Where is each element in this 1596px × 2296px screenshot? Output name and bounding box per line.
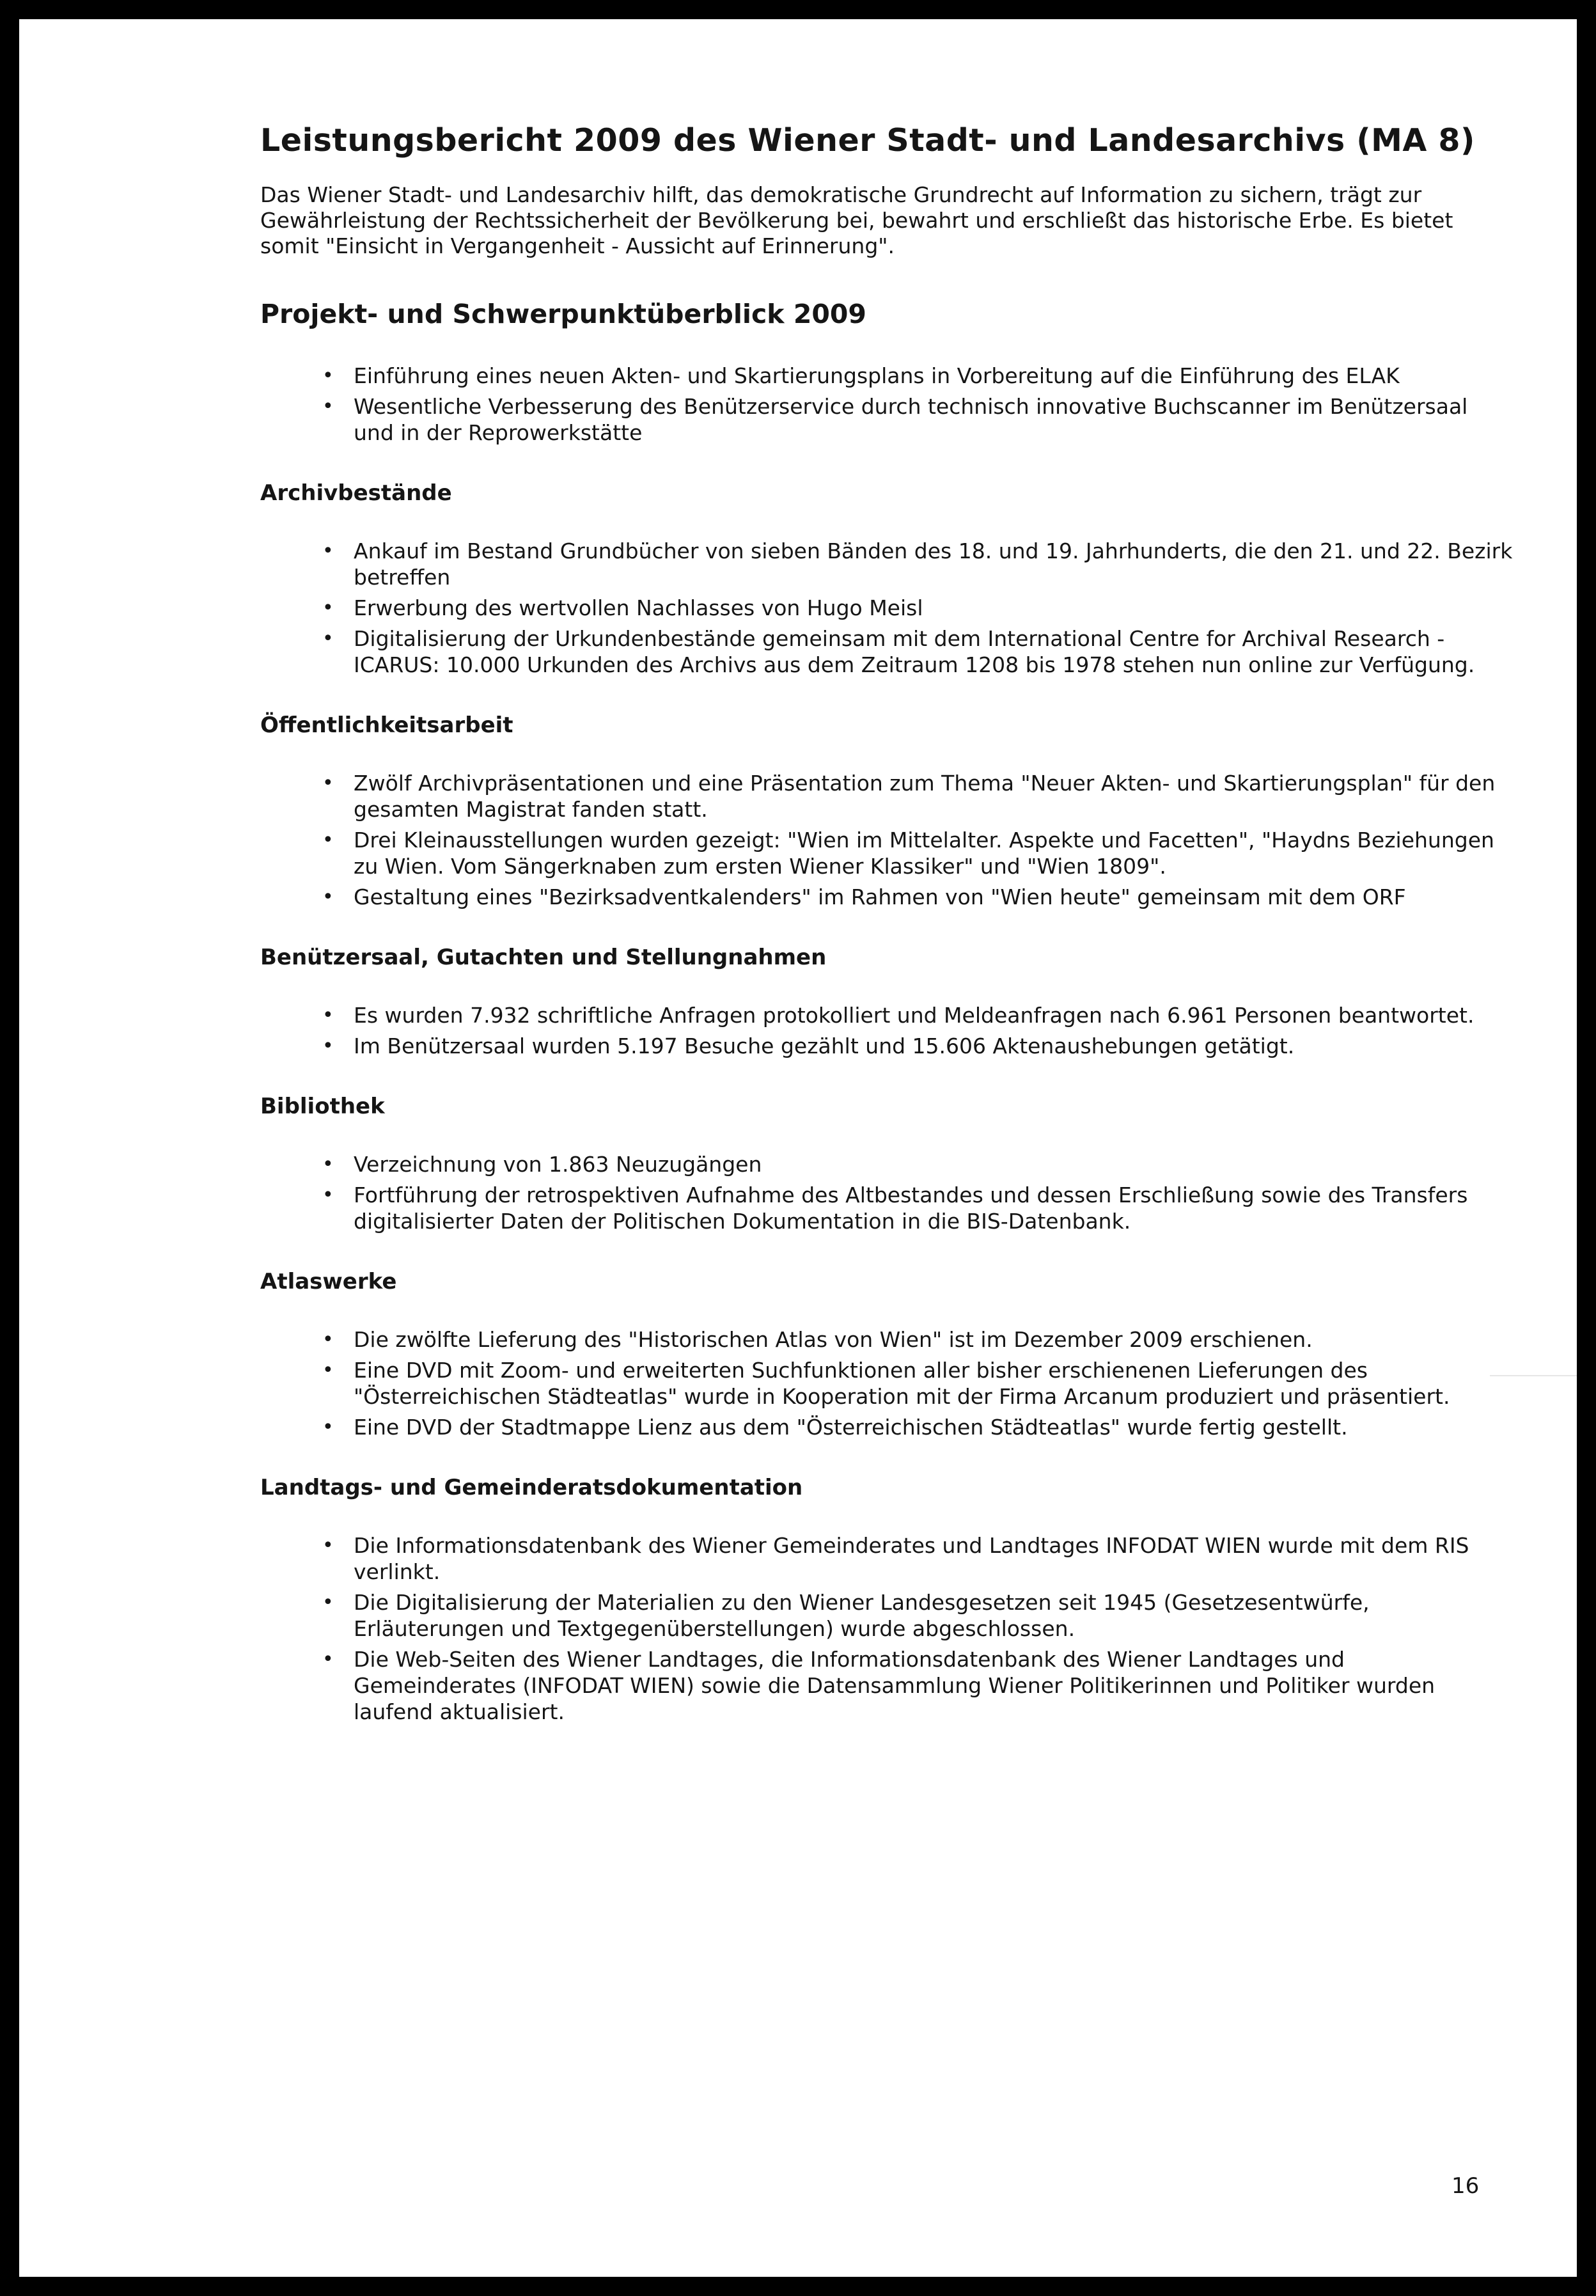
list-item: • Drei Kleinausstellungen wurden gezeigt: "Wien im Mittelalter. Aspekte und Facetten", "Haydns Beziehungen zu Wien. Vom Sängerknaben zum ersten Wiener Klassiker" und "Wien 1809". xyxy=(322,828,1494,879)
bullet-icon: • xyxy=(322,540,334,562)
section-heading-archivbestaende: Archivbestände xyxy=(260,480,452,506)
list-item: • Im Benützersaal wurden 5.197 Besuche gezählt und 15.606 Aktenaushebungen getätigt. xyxy=(322,1034,1295,1058)
list-item: • Digitalisierung der Urkundenbestände gemeinsam mit dem International Centre for Archival Research - ICARUS: 10.000 Urkunden des Archivs aus dem Zeitraum 1208 bis 1978 stehen nun online zur Verfügung. xyxy=(322,626,1475,677)
list-item: • Wesentliche Verbesserung des Benützerservice durch technisch innovative Buchscanner im Benützersaal und in der Reprowerkstätte xyxy=(322,394,1468,445)
section-heading-landtagsdokumentation: Landtags- und Gemeinderatsdokumentation xyxy=(260,1475,803,1500)
list-item: • Erwerbung des wertvollen Nachlasses von Hugo Meisl xyxy=(322,595,923,620)
bullet-icon: • xyxy=(322,772,334,794)
list-item: • Die Web-Seiten des Wiener Landtages, die Informationsdatenbank des Wiener Landtages und Gemeinderates (INFODAT WIEN) sowie die Datensammlung Wiener Politikerinnen und Politiker wurden laufend aktualisiert. xyxy=(322,1647,1436,1724)
list-item: • Gestaltung eines "Bezirksadventkalenders" im Rahmen von "Wien heute" gemeinsam mit dem ORF xyxy=(322,885,1406,909)
document-title: Leistungsbericht 2009 des Wiener Stadt- und Landesarchivs (MA 8) xyxy=(260,122,1475,159)
section-list-landtagsdokumentation xyxy=(260,1532,1514,1725)
list-item: • Zwölf Archivpräsentationen und eine Präsentation zum Thema "Neuer Akten- und Skartierungsplan" für den gesamten Magistrat fanden statt. xyxy=(322,771,1496,822)
list-item: • Einführung eines neuen Akten- und Skartierungsplans in Vorbereitung auf die Einführung des ELAK xyxy=(322,363,1400,388)
list-item: • Es wurden 7.932 schriftliche Anfragen protokolliert und Meldeanfragen nach 6.961 Personen beantwortet. xyxy=(322,1003,1475,1028)
bullet-icon: • xyxy=(322,395,334,418)
section-heading-bibliothek: Bibliothek xyxy=(260,1094,385,1119)
list-item: • Ankauf im Bestand Grundbücher von sieben Bänden des 18. und 19. Jahrhunderts, die den 21. und 22. Bezirk betreffen xyxy=(322,539,1513,590)
bullet-icon: • xyxy=(322,886,334,908)
section-heading-atlaswerke: Atlaswerke xyxy=(260,1269,397,1294)
list-item: • Eine DVD mit Zoom- und erweiterten Suchfunktionen aller bisher erschienenen Lieferungen des "Österreichischen Städteatlas" wurde in Kooperation mit der Firma Arcanum produziert und präsentiert. xyxy=(322,1358,1450,1409)
bullet-icon: • xyxy=(322,627,334,650)
section-list-benuetzersaal xyxy=(260,1002,1514,1059)
bullet-icon: • xyxy=(322,1004,334,1026)
list-item: • Die Informationsdatenbank des Wiener Gemeinderates und Landtages INFODAT WIEN wurde mit dem RIS verlinkt. xyxy=(322,1533,1469,1584)
bullet-icon: • xyxy=(322,829,334,851)
section-list-atlaswerke xyxy=(260,1326,1514,1440)
section-heading-benuetzersaal: Benützersaal, Gutachten und Stellungnahmen xyxy=(260,945,827,970)
list-item: • Eine DVD der Stadtmappe Lienz aus dem "Österreichischen Städteatlas" wurde fertig gestellt. xyxy=(322,1415,1348,1440)
list-item: • Verzeichnung von 1.863 Neuzugängen xyxy=(322,1152,762,1177)
section-list-bibliothek xyxy=(260,1151,1514,1234)
section-list-oeffentlichkeitsarbeit xyxy=(260,770,1514,910)
bullet-icon: • xyxy=(322,1035,334,1057)
list-item: • Die zwölfte Lieferung des "Historischen Atlas von Wien" ist im Dezember 2009 erschienen. xyxy=(322,1327,1313,1352)
bullet-icon: • xyxy=(322,597,334,619)
section-heading-oeffentlichkeitsarbeit: Öffentlichkeitsarbeit xyxy=(260,712,513,738)
list-item: • Fortführung der retrospektiven Aufnahme des Altbestandes und dessen Erschließung sowie des Transfers digitalisierter Daten der Politischen Dokumentation in die BIS-Datenbank. xyxy=(322,1183,1468,1234)
bullet-icon: • xyxy=(322,365,334,387)
document-body xyxy=(260,118,1514,1758)
section-list-archivbestaende xyxy=(260,538,1514,678)
page-number: 16 xyxy=(1451,2173,1480,2199)
bullet-icon: • xyxy=(322,1591,334,1614)
bullet-icon: • xyxy=(322,1359,334,1381)
bullet-icon: • xyxy=(322,1416,334,1438)
list-item: • Die Digitalisierung der Materialien zu den Wiener Landesgesetzen seit 1945 (Gesetzesentwürfe, Erläuterungen und Textgegenüberstellungen) wurde abgeschlossen. xyxy=(322,1590,1370,1641)
bullet-icon: • xyxy=(322,1328,334,1351)
bullet-icon: • xyxy=(322,1184,334,1206)
intro-paragraph: Das Wiener Stadt- und Landesarchiv hilft, das demokratische Grundrecht auf Information zu sichern, trägt zur Gewährleistung der Rechtssicherheit der Bevölkerung bei, bewahrt und erschließt das historische Erbe. Es bietet somit "Einsicht in Vergangenheit - Aussicht auf Erinnerung". xyxy=(260,182,1453,258)
bullet-icon: • xyxy=(322,1534,334,1557)
overview-list xyxy=(260,363,1514,446)
bullet-icon: • xyxy=(322,1153,334,1176)
overview-heading: Projekt- und Schwerpunktüberblick 2009 xyxy=(260,299,866,329)
document-page xyxy=(19,19,1577,2277)
bullet-icon: • xyxy=(322,1648,334,1671)
